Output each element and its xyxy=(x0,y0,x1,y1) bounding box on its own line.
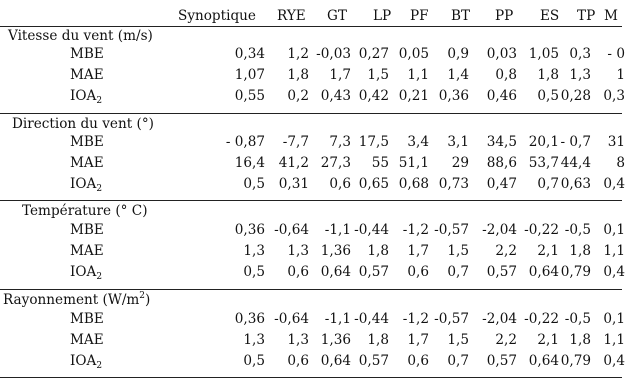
table-cell: 31 xyxy=(607,134,625,150)
table-cell: 0,65 xyxy=(358,176,389,192)
table-cell: -0,44 xyxy=(354,222,389,238)
table-cell: - 0,87 xyxy=(225,134,265,150)
row-metric-text: MAE xyxy=(70,332,104,348)
row-metric-text: MAE xyxy=(70,155,104,171)
table-cell: 0,05 xyxy=(398,46,429,62)
row-metric-subscript: 2 xyxy=(96,96,103,106)
table-cell: 0,73 xyxy=(438,176,469,192)
table-cell: 41,2 xyxy=(278,155,309,171)
rule-section-1 xyxy=(0,113,622,114)
table-cell: 1,8 xyxy=(367,332,389,348)
table-cell: 51,1 xyxy=(398,155,429,171)
rule-bottom xyxy=(0,377,622,378)
table-cell: 0,55 xyxy=(234,88,265,104)
table-cell: 0,57 xyxy=(486,353,517,369)
table-cell: 0,63 xyxy=(560,176,591,192)
table-cell: 0,36 xyxy=(438,88,469,104)
row-metric-label xyxy=(70,331,104,349)
table-cell: 0,68 xyxy=(398,176,429,192)
table-cell: 27,3 xyxy=(320,155,351,171)
table-cell: 0,42 xyxy=(358,88,389,104)
section-label-radiation-main: Rayonnement (W/m xyxy=(3,292,140,308)
row-metric-subscript: 2 xyxy=(96,184,103,194)
table-cell: 1,3 xyxy=(243,332,265,348)
table-cell: 1,1 xyxy=(407,67,429,83)
row-metric-label xyxy=(70,133,104,151)
table-cell: 3,1 xyxy=(447,134,469,150)
table-cell: 0,3 xyxy=(603,88,625,104)
row-metric-label xyxy=(70,154,104,172)
header-m: M xyxy=(604,8,618,24)
row-metric-text: MAE xyxy=(70,67,104,83)
table-cell: 29 xyxy=(451,155,469,171)
table-cell: 1,7 xyxy=(329,67,351,83)
table-cell: 34,5 xyxy=(486,134,517,150)
table-cell: 0,64 xyxy=(320,353,351,369)
table-cell: -2,04 xyxy=(482,311,517,327)
section-label-wind-speed: Vitesse du vent (m/s) xyxy=(8,28,153,44)
section-label-radiation-sup: 2 xyxy=(139,291,146,301)
table-cell: 0,57 xyxy=(486,264,517,280)
table-cell: - 0,7 xyxy=(560,134,591,150)
table-cell: 2,2 xyxy=(495,243,517,259)
table-cell: 3,4 xyxy=(407,134,429,150)
table-cell: 0,7 xyxy=(537,176,559,192)
header-tp: TP xyxy=(577,8,596,24)
table-cell: 1,36 xyxy=(320,332,351,348)
row-metric-label xyxy=(70,352,102,370)
section-label-radiation-tail: ) xyxy=(145,292,151,308)
section-label-temperature: Température (° C) xyxy=(22,203,148,219)
table-cell: -1,2 xyxy=(402,222,429,238)
table-cell: 0,1 xyxy=(603,222,625,238)
table-cell: 1,1 xyxy=(603,332,625,348)
header-gt: GT xyxy=(327,8,347,24)
table-cell: 1,7 xyxy=(407,243,429,259)
row-metric-label xyxy=(70,221,104,239)
table-cell: -2,04 xyxy=(482,222,517,238)
header-es: ES xyxy=(540,8,560,24)
rule-section-3 xyxy=(0,289,622,290)
row-metric-text: MBE xyxy=(70,134,104,150)
table-cell: -0,22 xyxy=(524,311,559,327)
table-cell: -0,03 xyxy=(316,46,351,62)
table-cell: 0,4 xyxy=(603,176,625,192)
table-cell: 1,3 xyxy=(243,243,265,259)
table-cell: 1,1 xyxy=(603,243,625,259)
header-bt: BT xyxy=(451,8,471,24)
table-cell: 0,7 xyxy=(447,264,469,280)
table-cell: -0,44 xyxy=(354,311,389,327)
table-cell: 0,9 xyxy=(447,46,469,62)
table-cell: 1,8 xyxy=(569,332,591,348)
table-cell: 1,07 xyxy=(234,67,265,83)
table-cell: 0,36 xyxy=(234,311,265,327)
table-cell: 0,2 xyxy=(287,88,309,104)
row-metric-text: MAE xyxy=(70,243,104,259)
table-cell: -0,64 xyxy=(274,222,309,238)
table-cell: 0,7 xyxy=(447,353,469,369)
row-metric-text: MBE xyxy=(70,311,104,327)
table-cell: 0,3 xyxy=(569,46,591,62)
table-cell: 1,8 xyxy=(287,67,309,83)
table-cell: 0,5 xyxy=(243,264,265,280)
table-cell: 0,46 xyxy=(486,88,517,104)
header-rye: RYE xyxy=(277,8,306,24)
table-cell: 0,27 xyxy=(358,46,389,62)
table-cell: 2,2 xyxy=(495,332,517,348)
table-cell: -1,2 xyxy=(402,311,429,327)
table-cell: 0,79 xyxy=(560,353,591,369)
table-cell: 8 xyxy=(616,155,625,171)
table-cell: -1,1 xyxy=(324,222,351,238)
table-cell: 1,3 xyxy=(287,243,309,259)
row-metric-label xyxy=(70,66,104,84)
table-cell: 0,6 xyxy=(329,176,351,192)
row-metric-text: IOA xyxy=(70,264,97,280)
row-metric-label xyxy=(70,87,102,105)
header-pp: PP xyxy=(495,8,514,24)
table-cell: 0,4 xyxy=(603,353,625,369)
table-cell: 0,57 xyxy=(358,353,389,369)
table-cell: 1,3 xyxy=(569,67,591,83)
section-label-radiation xyxy=(3,291,150,309)
table-cell: 0,4 xyxy=(603,264,625,280)
row-metric-label xyxy=(70,242,104,260)
table-cell: 0,5 xyxy=(243,353,265,369)
row-metric-subscript: 2 xyxy=(96,361,103,371)
table-cell: 44,4 xyxy=(560,155,591,171)
table-cell: 0,6 xyxy=(287,353,309,369)
table-cell: 1,8 xyxy=(537,67,559,83)
table-cell: 1 xyxy=(616,67,625,83)
row-metric-label xyxy=(70,175,102,193)
table-cell: 1,3 xyxy=(287,332,309,348)
table-cell: 0,31 xyxy=(278,176,309,192)
row-metric-text: MBE xyxy=(70,222,104,238)
table-cell: 1,5 xyxy=(367,67,389,83)
row-metric-label xyxy=(70,263,102,281)
table-cell: 0,57 xyxy=(358,264,389,280)
row-metric-label xyxy=(70,310,104,328)
table-cell: -0,64 xyxy=(274,311,309,327)
table-cell: 0,5 xyxy=(537,88,559,104)
table-cell: -0,57 xyxy=(434,311,469,327)
header-pf: PF xyxy=(410,8,429,24)
table-cell: 0,28 xyxy=(560,88,591,104)
header-lp: LP xyxy=(373,8,392,24)
table-cell: -0,22 xyxy=(524,222,559,238)
table-cell: 1,5 xyxy=(447,332,469,348)
table-cell: 0,43 xyxy=(320,88,351,104)
header-synoptique: Synoptique xyxy=(178,8,256,24)
table-cell: 1,2 xyxy=(287,46,309,62)
table-cell: 1,4 xyxy=(447,67,469,83)
table-cell: 0,64 xyxy=(528,264,559,280)
table-cell: 1,36 xyxy=(320,243,351,259)
section-label-wind-direction: Direction du vent (°) xyxy=(12,116,154,132)
table-cell: 88,6 xyxy=(486,155,517,171)
table-cell: 53,7 xyxy=(528,155,559,171)
table-cell: 7,3 xyxy=(329,134,351,150)
row-metric-text: IOA xyxy=(70,353,97,369)
table-cell: 0,6 xyxy=(287,264,309,280)
table-cell: -0,57 xyxy=(434,222,469,238)
table-cell: 0,47 xyxy=(486,176,517,192)
row-metric-text: IOA xyxy=(70,176,97,192)
table-cell: 0,21 xyxy=(398,88,429,104)
table-cell: -1,1 xyxy=(324,311,351,327)
table-cell: 17,5 xyxy=(358,134,389,150)
table-cell: 0,1 xyxy=(603,311,625,327)
table-cell: 1,5 xyxy=(447,243,469,259)
table-cell: 16,4 xyxy=(234,155,265,171)
table-cell: 0,79 xyxy=(560,264,591,280)
table-cell: -7,7 xyxy=(282,134,309,150)
table-cell: 0,8 xyxy=(495,67,517,83)
row-metric-text: IOA xyxy=(70,88,97,104)
table-cell: 0,6 xyxy=(407,353,429,369)
table-cell: 0,64 xyxy=(528,353,559,369)
table-cell: 1,7 xyxy=(407,332,429,348)
row-metric-text: MBE xyxy=(70,46,104,62)
table-cell: 0,6 xyxy=(407,264,429,280)
table-cell: 2,1 xyxy=(537,243,559,259)
table-cell: 0,34 xyxy=(234,46,265,62)
row-metric-subscript: 2 xyxy=(96,272,103,282)
table-cell: 0,03 xyxy=(486,46,517,62)
table-cell: 20,1 xyxy=(528,134,559,150)
table-cell: -0,5 xyxy=(564,311,591,327)
row-metric-label xyxy=(70,45,104,63)
table-cell: 0,36 xyxy=(234,222,265,238)
table-cell: 1,8 xyxy=(367,243,389,259)
table-cell: 2,1 xyxy=(537,332,559,348)
table-cell: 55 xyxy=(371,155,389,171)
table-cell: 0,64 xyxy=(320,264,351,280)
table-cell: 1,05 xyxy=(528,46,559,62)
rule-section-2 xyxy=(0,200,622,201)
table-cell: 0,5 xyxy=(243,176,265,192)
table-cell: 1,8 xyxy=(569,243,591,259)
table-cell: - 0 xyxy=(607,46,625,62)
table-cell: -0,5 xyxy=(564,222,591,238)
